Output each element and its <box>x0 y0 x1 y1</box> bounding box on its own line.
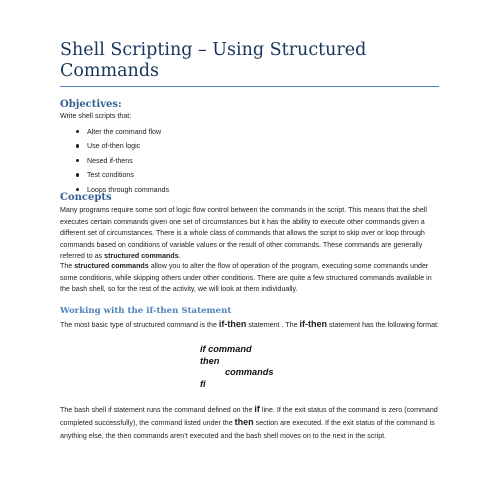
bullet-icon <box>76 159 79 162</box>
code-line: then <box>200 355 220 366</box>
bullet-icon <box>76 144 79 147</box>
list-item: Use of-then logic <box>70 139 169 153</box>
list-item: Loops through commands <box>70 183 169 197</box>
code-block <box>200 344 274 391</box>
keyword-if-then: if-then <box>299 319 327 329</box>
code-line: fi <box>200 379 206 390</box>
objectives-intro: Write shell scripts that: <box>60 112 132 120</box>
bold-term: structured commands <box>74 262 149 270</box>
objectives-heading: Objectives: <box>60 99 122 110</box>
concepts-heading: Concepts <box>60 192 112 203</box>
concepts-paragraph-1: Many programs require some sort of logic flow control between the commands in the script. This means that the shell executes certain commands given one set of circumstances but it has the ability to execute other commands given a different set of circumstances. There is a whole class of commands that allows the script to skip over or loop through commands based on conditions of variable values or the result of other commands. These commands are generally referred to as structured commands. <box>60 206 427 260</box>
keyword-if-then: if-then <box>218 319 247 329</box>
keyword-if: if <box>254 404 260 414</box>
if-then-explanation: The bash shell if statement runs the command defined on the if line. If the exit status of the command is zero (command completed successfully), the command listed under the then section are executed. If the exit status of the command is anything else, the then commands aren’t executed and the bash shell moves on to the next in the script. <box>60 404 438 440</box>
code-line: commands <box>225 367 274 378</box>
concepts-paragraph-2: The structured commands allow you to alter the flow of operation of the program, executing some commands under some conditions, while skipping others under other conditions. There are quite a few structured commands available in the bash shell, so for the rest of the activity, we will look at them individually. <box>60 262 432 293</box>
document-title: Shell Scripting – Using Structured Commands <box>60 40 367 81</box>
bold-term: structured commands <box>104 252 179 260</box>
keyword-then: then <box>234 417 254 428</box>
title-divider <box>60 86 439 87</box>
bullet-icon <box>76 130 79 133</box>
if-then-intro: The most basic type of structured command is the if-then statement . The if-then statement has the following format: <box>60 319 439 329</box>
objectives-list <box>70 125 169 197</box>
list-item: Test conditions <box>70 168 169 182</box>
bullet-icon <box>76 188 79 191</box>
bullet-icon <box>76 173 79 176</box>
if-then-heading: Working with the if-then Statement <box>60 306 232 316</box>
code-line: if command <box>200 344 252 354</box>
list-item: Alter the command flow <box>70 125 169 139</box>
list-item: Nesed if-thens <box>70 154 169 168</box>
